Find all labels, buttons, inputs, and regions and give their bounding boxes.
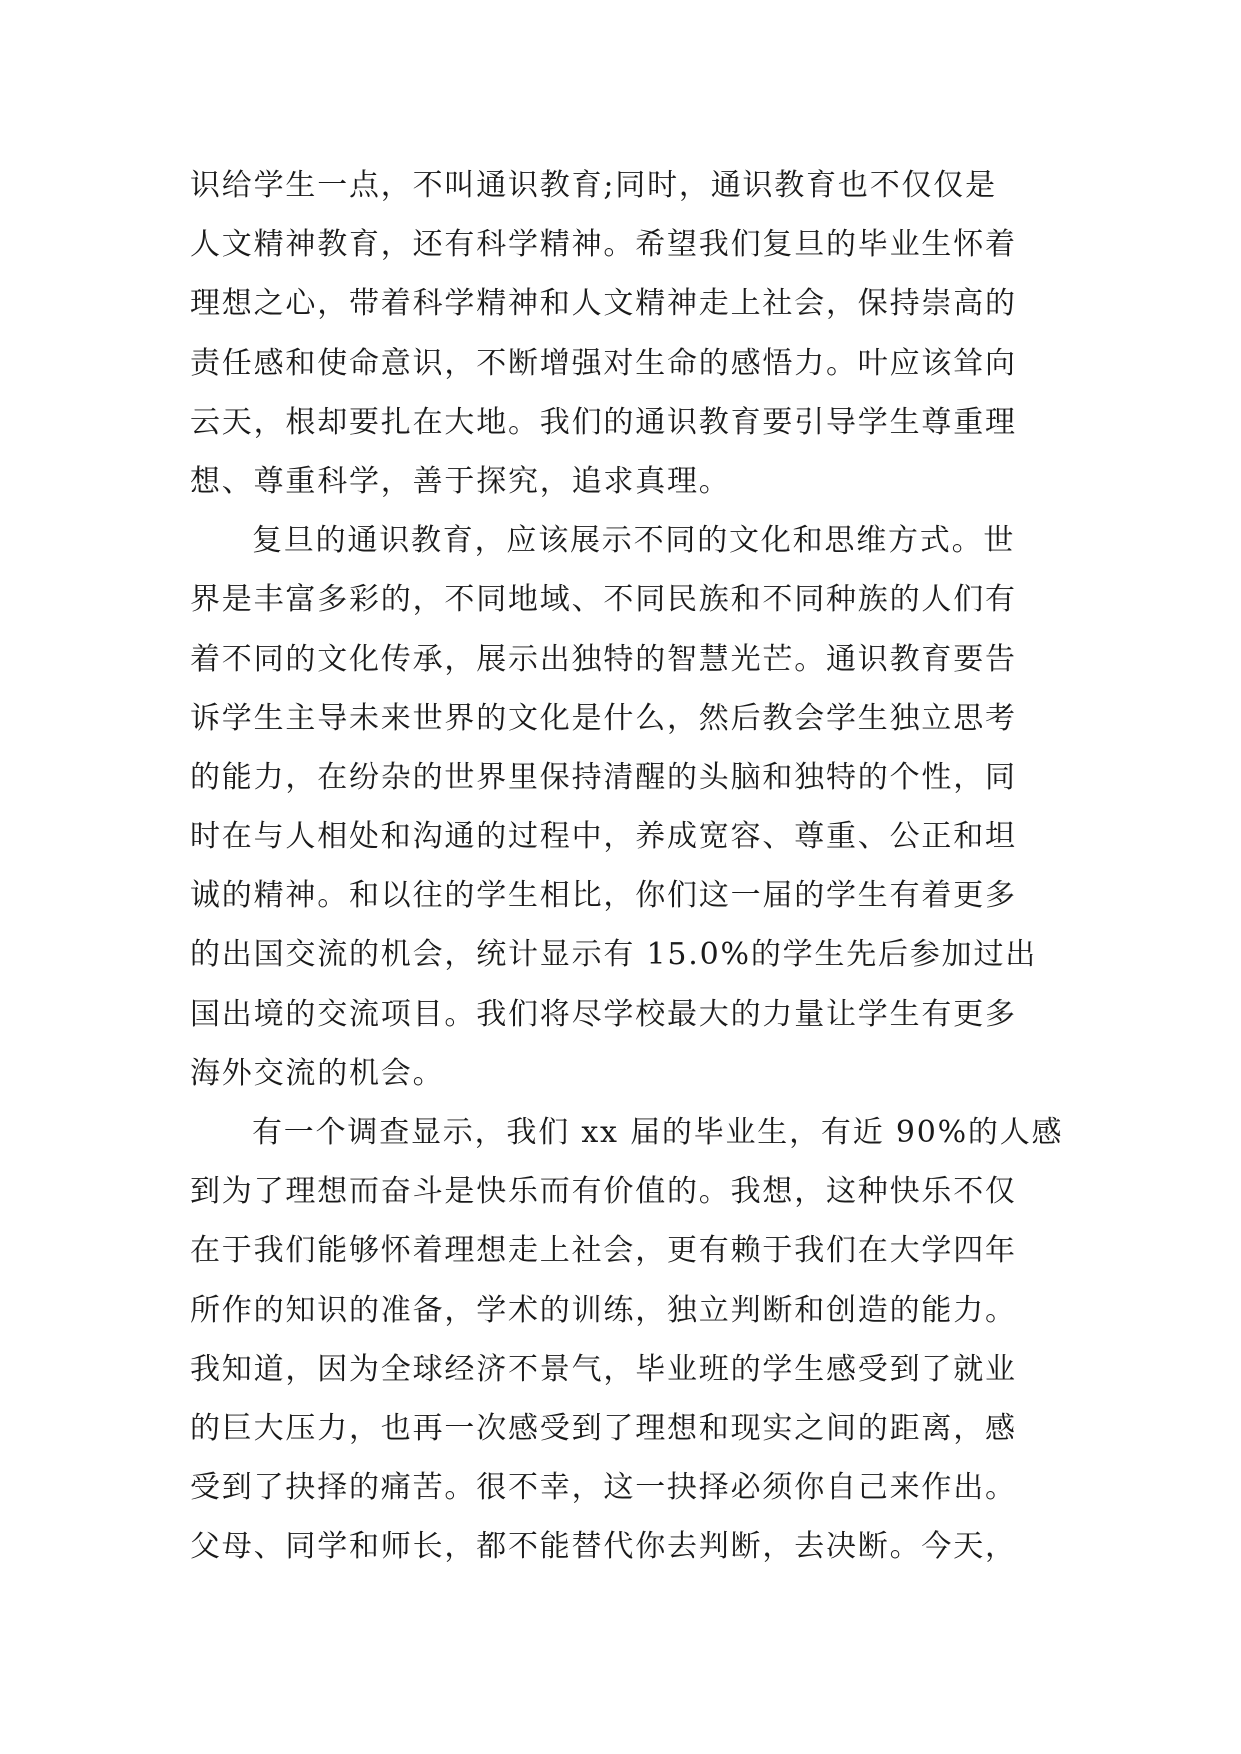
text-line: 父母、同学和师长，都不能替代你去判断，去决断。今天， — [190, 1529, 1017, 1565]
text-line: 我知道，因为全球经济不景气，毕业班的学生感受到了就业 — [190, 1351, 1017, 1387]
text-line: 有一个调查显示，我们 xx 届的毕业生，有近 90%的人感 — [252, 1115, 1064, 1150]
text-line: 责任感和使命意识，不断增强对生命的感悟力。叶应该耸向 — [190, 345, 1017, 381]
text-line: 在于我们能够怀着理想走上社会，更有赖于我们在大学四年 — [190, 1233, 1017, 1269]
text-line: 到为了理想而奋斗是快乐而有价值的。我想，这种快乐不仅 — [190, 1174, 1017, 1210]
text-line: 想、尊重科学，善于探究，追求真理。 — [190, 463, 731, 499]
text-line: 国出境的交流项目。我们将尽学校最大的力量让学生有更多 — [190, 996, 1017, 1032]
text-line: 诉学生主导未来世界的文化是什么，然后教会学生独立思考 — [190, 700, 1017, 736]
text-line: 界是丰富多彩的，不同地域、不同民族和不同种族的人们有 — [190, 582, 1017, 618]
text-line: 理想之心，带着科学精神和人文精神走上社会，保持崇高的 — [190, 286, 1017, 322]
text-line: 的出国交流的机会，统计显示有 15.0%的学生先后参加过出 — [190, 937, 1038, 973]
text-line: 云天，根却要扎在大地。我们的通识教育要引导学生尊重理 — [190, 404, 1017, 440]
document-body — [190, 156, 1070, 1577]
text-line: 的巨大压力，也再一次感受到了理想和现实之间的距离，感 — [190, 1410, 1017, 1446]
paragraph-2 — [190, 511, 1070, 1103]
text-line: 时在与人相处和沟通的过程中，养成宽容、尊重、公正和坦 — [190, 819, 1017, 855]
text-line: 受到了抉择的痛苦。很不幸，这一抉择必须你自己来作出。 — [190, 1470, 1017, 1506]
text-line: 识给学生一点，不叫通识教育;同时，通识教育也不仅仅是 — [190, 168, 997, 203]
text-line: 海外交流的机会。 — [190, 1055, 445, 1091]
paragraph-3 — [190, 1103, 1070, 1577]
text-line: 人文精神教育，还有科学精神。希望我们复旦的毕业生怀着 — [190, 227, 1017, 263]
text-line: 着不同的文化传承，展示出独特的智慧光芒。通识教育要告 — [190, 641, 1017, 677]
text-line: 所作的知识的准备，学术的训练，独立判断和创造的能力。 — [190, 1292, 1017, 1328]
paragraph-1 — [190, 156, 1070, 511]
text-line: 的能力，在纷杂的世界里保持清醒的头脑和独特的个性，同 — [190, 759, 1017, 795]
text-line: 诚的精神。和以往的学生相比，你们这一届的学生有着更多 — [190, 878, 1017, 914]
text-line: 复旦的通识教育，应该展示不同的文化和思维方式。世 — [252, 523, 1016, 559]
